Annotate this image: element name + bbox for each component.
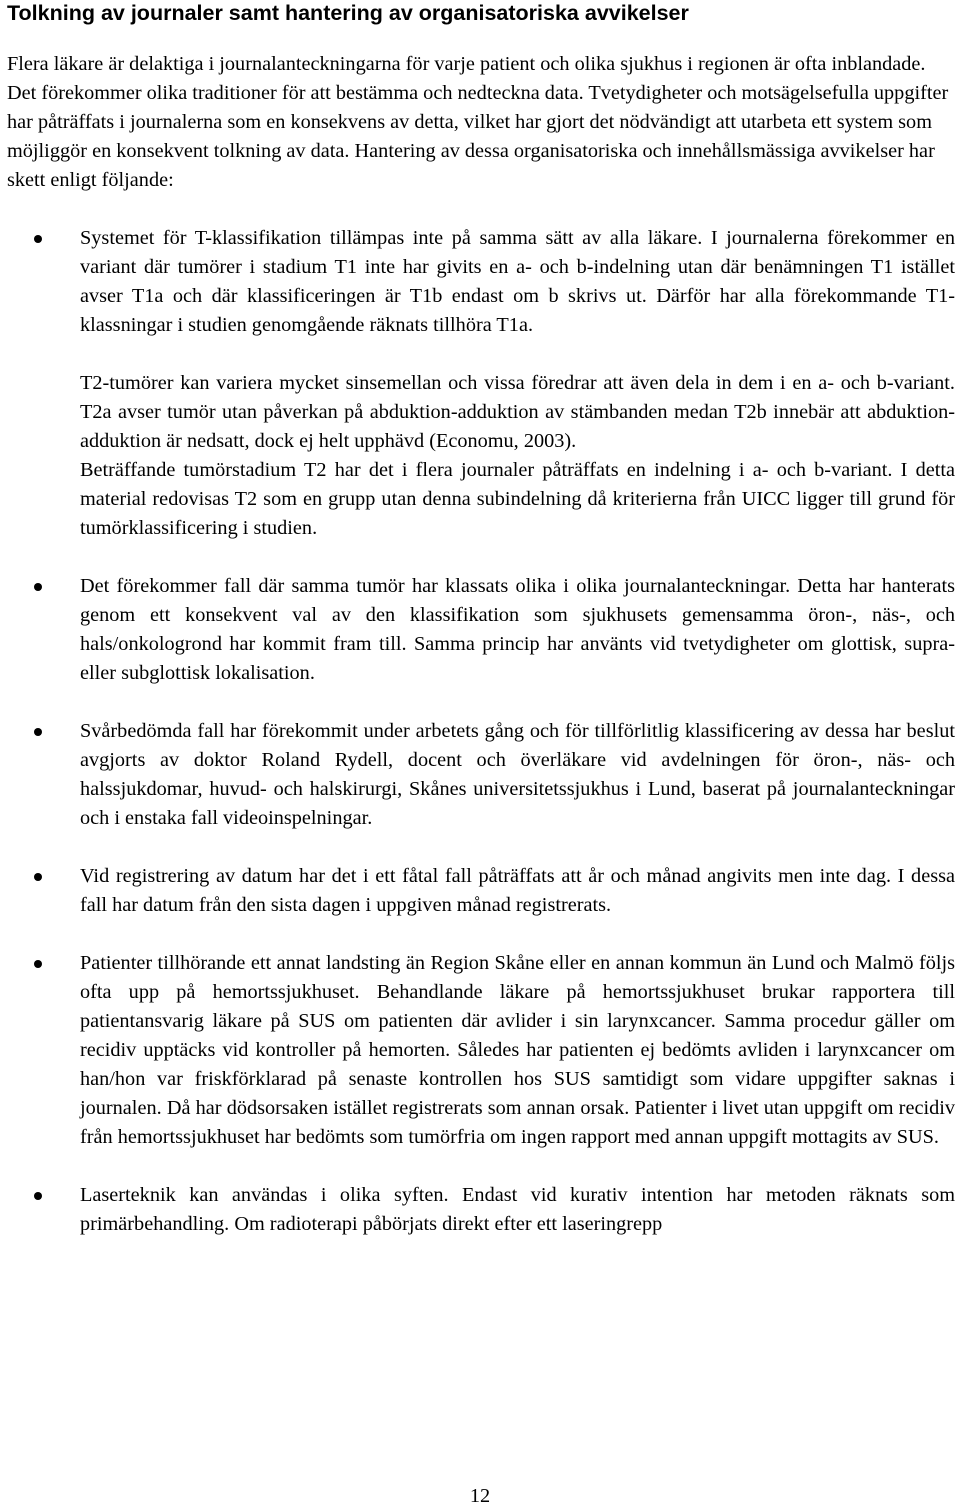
bullet-icon bbox=[34, 960, 42, 968]
bullet-icon bbox=[34, 728, 42, 736]
page-number: 12 bbox=[469, 1485, 491, 1507]
list-item bbox=[7, 862, 955, 920]
intro-paragraph: Flera läkare är delaktiga i journalanteckningarna för varje patient och olika sjukhus i regionen är ofta inblandade. Det förekommer olika traditioner för att bestämma och nedteckna data. Tvetydigheter och motsägelsefulla uppgifter har påträffats i journalerna som en konsekvens av detta, vilket har gjort det nödvändigt att utarbeta ett system som möjliggör en konsekvent tolkning av data. Hantering av dessa organisatoriska och innehållsmässiga avvikelser har skett enligt följande: bbox=[7, 53, 949, 191]
bullet-icon bbox=[34, 583, 42, 591]
list-item-text: Laserteknik kan användas i olika syften. Endast vid kurativ intention har metoden räknats som primärbehandling. Om radioterapi påbörjats direkt efter ett laseringrepp bbox=[80, 1184, 955, 1235]
list-item bbox=[7, 1181, 955, 1239]
list-item bbox=[7, 572, 955, 688]
list-item bbox=[7, 949, 955, 1152]
list-item-text: T2-tumörer kan variera mycket sinsemellan och vissa föredrar att även dela in dem i en a- och b-variant. T2a avser tumör utan påverkan på abduktion-adduktion av stämbanden medan T2b innebär att abduktion-adduktion är nedsatt, dock ej helt upphävd (Economu, 2003). bbox=[80, 372, 955, 452]
document-page bbox=[7, 0, 955, 1239]
list-item-text: Svårbedömda fall har förekommit under arbetets gång och för tillförlitlig klassificering av dessa har beslut avgjorts av doktor Roland Rydell, docent och överläkare vid avdelningen för öron-, näs- och halssjukdomar, huvud- och halskirurgi, Skånes universitetssjukhus i Lund, baserat på journalanteckningar och i enstaka fall videoinspelningar. bbox=[80, 720, 955, 829]
section-heading: Tolkning av journaler samt hantering av organisatoriska avvikelser bbox=[7, 1, 689, 25]
list-item-text: Det förekommer fall där samma tumör har klassats olika i olika journalanteckningar. Detta har hanterats genom ett konsekvent val av den klassifikation som sjukhusets gemensamma öron-, näs-, och hals/onkologrond har kommit fram till. Samma princip har använts vid tvetydigheter om glottisk, supra- eller subglottisk lokalisation. bbox=[80, 575, 955, 684]
list-item bbox=[7, 224, 955, 543]
bullet-icon bbox=[34, 873, 42, 881]
list-item bbox=[7, 717, 955, 833]
list-item-text: Patienter tillhörande ett annat landsting än Region Skåne eller en annan kommun än Lund och Malmö följs ofta upp på hemortssjukhuset. Behandlande läkare på hemortssjukhuset brukar rapportera till patientansvarig läkare på SUS om patienten där avlider i sin larynxcancer. Samma procedur gäller om recidiv upptäcks vid kontroller på hemorten. Således har patienten ej bedömts avliden i larynxcancer om han/hon var friskförklarad på senaste kontrollen hos SUS samtidigt som vidare uppgifter saknas i journalen. Då har dödsorsaken istället registrerats som annan orsak. Patienter i livet utan uppgift om recidiv från hemortssjukhuset har bedömts som tumörfria om ingen rapport med annan uppgift mottagits av SUS. bbox=[80, 952, 955, 1148]
list-item-text: Systemet för T-klassifikation tillämpas inte på samma sätt av alla läkare. I journalerna förekommer en variant där tumörer i stadium T1 inte har givits en a- och b-indelning utan där benämningen T1 istället avser T1a och där klassificeringen är T1b endast om b skrivs ut. Därför har alla förekommande T1-klassningar i studien genomgående räknats tillhöra T1a. bbox=[80, 227, 955, 336]
bullet-list bbox=[7, 224, 955, 1239]
list-item-text: Vid registrering av datum har det i ett fåtal fall påträffats att år och månad angivits men inte dag. I dessa fall har datum från den sista dagen i uppgiven månad registrerats. bbox=[80, 865, 955, 916]
list-item-text: Beträffande tumörstadium T2 har det i flera journaler påträffats en indelning i a- och b-variant. I detta material redovisas T2 som en grupp utan denna subindelning då kriterierna från UICC ligger till grund för tumörklassificering i studien. bbox=[80, 459, 955, 539]
bullet-icon bbox=[34, 1192, 42, 1200]
bullet-icon bbox=[34, 235, 42, 243]
